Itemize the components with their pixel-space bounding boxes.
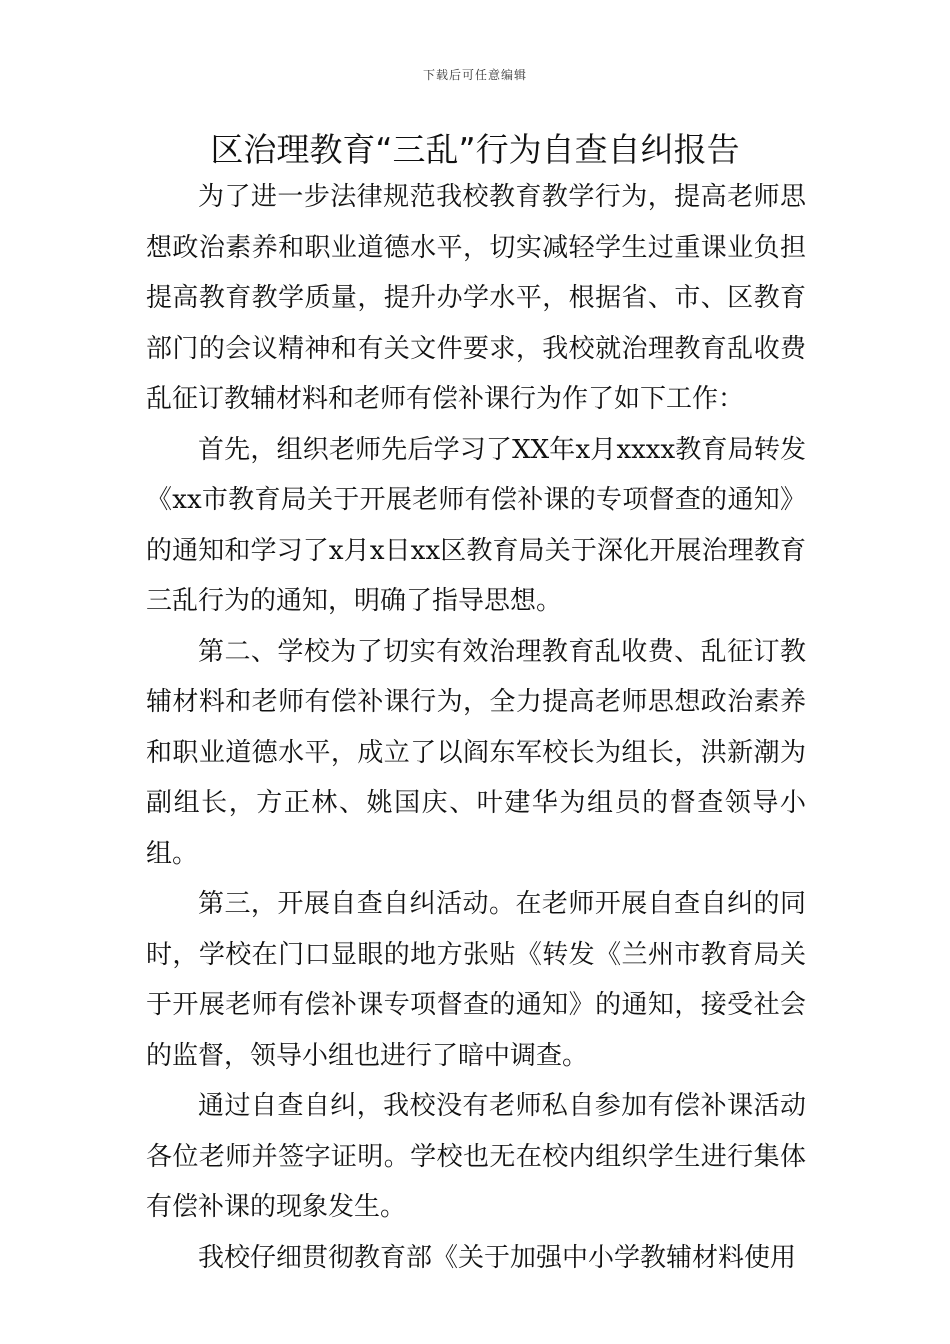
paragraph-result: 通过自查自纠，我校没有老师私自参加有偿补课活动各位老师并签字证明。学校也无在校内组织学生进行集体有偿补课的现象发生。 xyxy=(146,1091,806,1222)
header-note: 下载后可任意编辑 xyxy=(422,68,527,82)
paragraph-first: 首先，组织老师先后学习了XX年x月xxxx教育局转发《xx市教育局关于开展老师有偿补课的专项督查的通知》的通知和学习了x月x日xx区教育局关于深化开展治理教育三乱行为的通知，明确了指导思想。 xyxy=(146,434,806,616)
paragraph-intro: 为了进一步法律规范我校教育教学行为，提高老师思想政治素养和职业道德水平，切实减轻学生过重课业负担提高教育教学质量，提升办学水平，根据省、市、区教育部门的会议精神和有关文件要求，我校就治理教育乱收费乱征订教辅材料和老师有偿补课行为作了如下工作： xyxy=(146,182,806,414)
document-body xyxy=(146,172,806,1283)
paragraph-continued: 我校仔细贯彻教育部《关于加强中小学教辅材料使用 xyxy=(198,1242,797,1273)
paragraph-second: 第二、学校为了切实有效治理教育乱收费、乱征订教辅材料和老师有偿补课行为，全力提高老师思想政治素养和职业道德水平，成立了以阎东军校长为组长，洪新潮为副组长，方正林、姚国庆、叶建华为组员的督查领导小组。 xyxy=(146,636,806,869)
paragraph-third: 第三，开展自查自纠活动。在老师开展自查自纠的同时，学校在门口显眼的地方张贴《转发《兰州市教育局关于开展老师有偿补课专项督查的通知》的通知，接受社会的监督，领导小组也进行了暗中调查。 xyxy=(146,889,806,1071)
document-title: 区治理教育“三乱”行为自查自纠报告 xyxy=(210,130,740,169)
